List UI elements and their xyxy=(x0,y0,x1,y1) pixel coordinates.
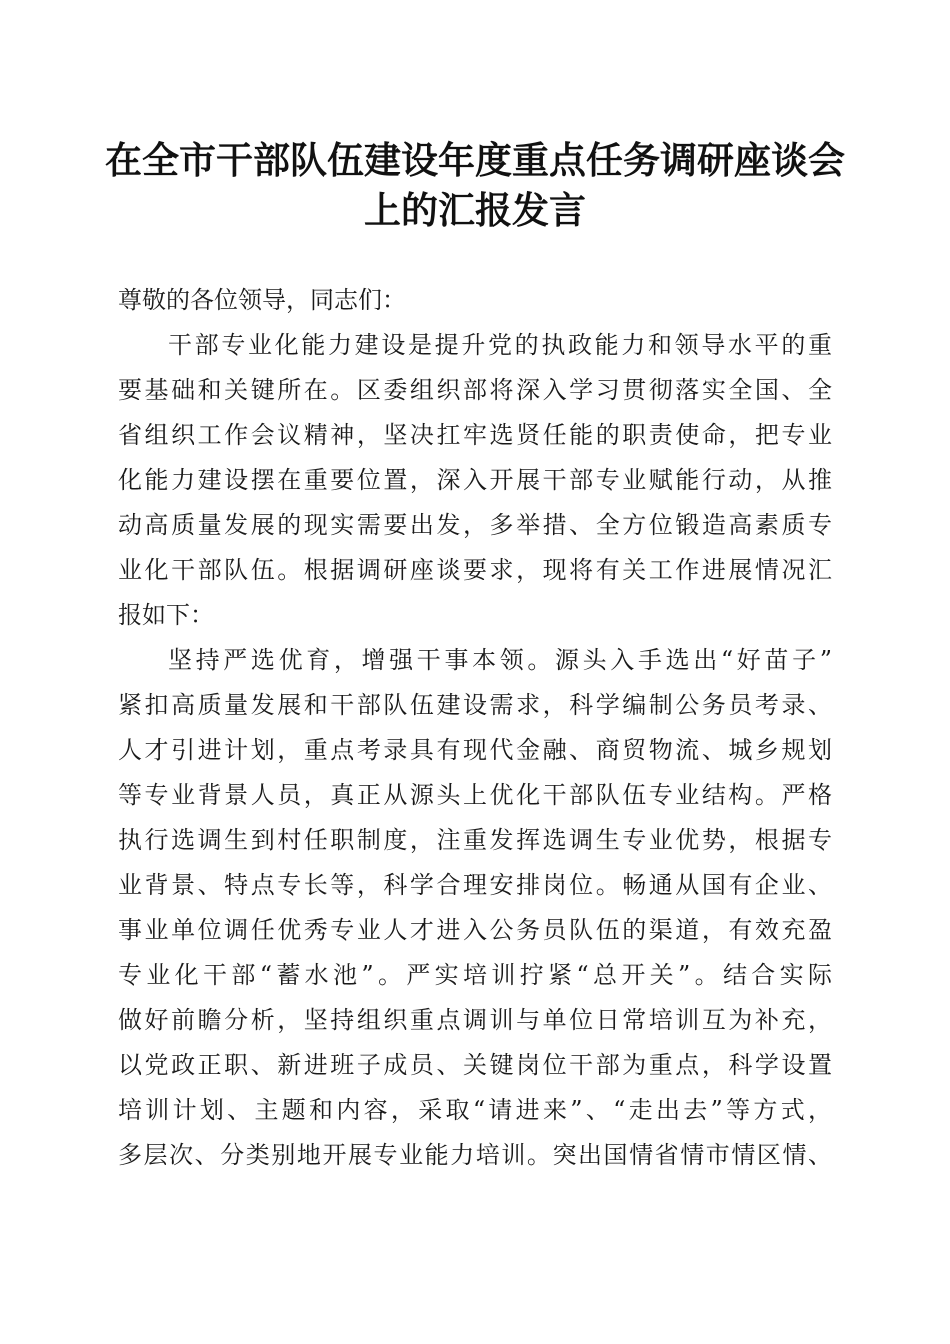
paragraph-2-line: 培训计划、主题和内容，采取“请进来”、“走出去”等方式， xyxy=(118,1096,832,1124)
document-title-line-1: 在全市干部队伍建设年度重点任务调研座谈会 xyxy=(105,138,845,182)
paragraph-2-line: 业背景、特点专长等，科学合理安排岗位。畅通从国有企业、 xyxy=(118,871,832,899)
paragraph-2-line: 紧扣高质量发展和干部队伍建设需求，科学编制公务员考录、 xyxy=(118,691,832,719)
paragraph-2-line: 人才引进计划，重点考录具有现代金融、商贸物流、城乡规划 xyxy=(118,736,832,764)
salutation: 尊敬的各位领导，同志们： xyxy=(118,286,406,314)
paragraph-2-line: 多层次、分类别地开展专业能力培训。突出国情省情市情区情、 xyxy=(118,1141,832,1169)
paragraph-2-line: 以党政正职、新进班子成员、关键岗位干部为重点，科学设置 xyxy=(118,1051,832,1079)
paragraph-1-line: 动高质量发展的现实需要出发，多举措、全方位锻造高素质专 xyxy=(118,511,832,539)
paragraph-2-line: 等专业背景人员，真正从源头上优化干部队伍专业结构。严格 xyxy=(118,781,832,809)
paragraph-2-line: 专业化干部“蓄水池”。严实培训拧紧“总开关”。结合实际 xyxy=(118,961,832,989)
paragraph-2-line: 做好前瞻分析，坚持组织重点调训与单位日常培训互为补充， xyxy=(118,1006,832,1034)
paragraph-1-line: 业化干部队伍。根据调研座谈要求，现将有关工作进展情况汇 xyxy=(118,556,832,584)
paragraph-2-line: 事业单位调任优秀专业人才进入公务员队伍的渠道，有效充盈 xyxy=(118,916,832,944)
paragraph-1-line: 要基础和关键所在。区委组织部将深入学习贯彻落实全国、全 xyxy=(118,376,832,404)
paragraph-1-line: 省组织工作会议精神，坚决扛牢选贤任能的职责使命，把专业 xyxy=(118,421,832,449)
paragraph-2-line: 坚持严选优育，增强干事本领。源头入手选出“好苗子” xyxy=(168,646,832,674)
paragraph-1-line: 化能力建设摆在重要位置，深入开展干部专业赋能行动，从推 xyxy=(118,466,832,494)
paragraph-2-line: 执行选调生到村任职制度，注重发挥选调生专业优势，根据专 xyxy=(118,826,832,854)
document-title-line-2: 上的汇报发言 xyxy=(364,188,586,232)
paragraph-1-line: 干部专业化能力建设是提升党的执政能力和领导水平的重 xyxy=(168,331,832,359)
paragraph-1-line: 报如下： xyxy=(118,601,214,629)
